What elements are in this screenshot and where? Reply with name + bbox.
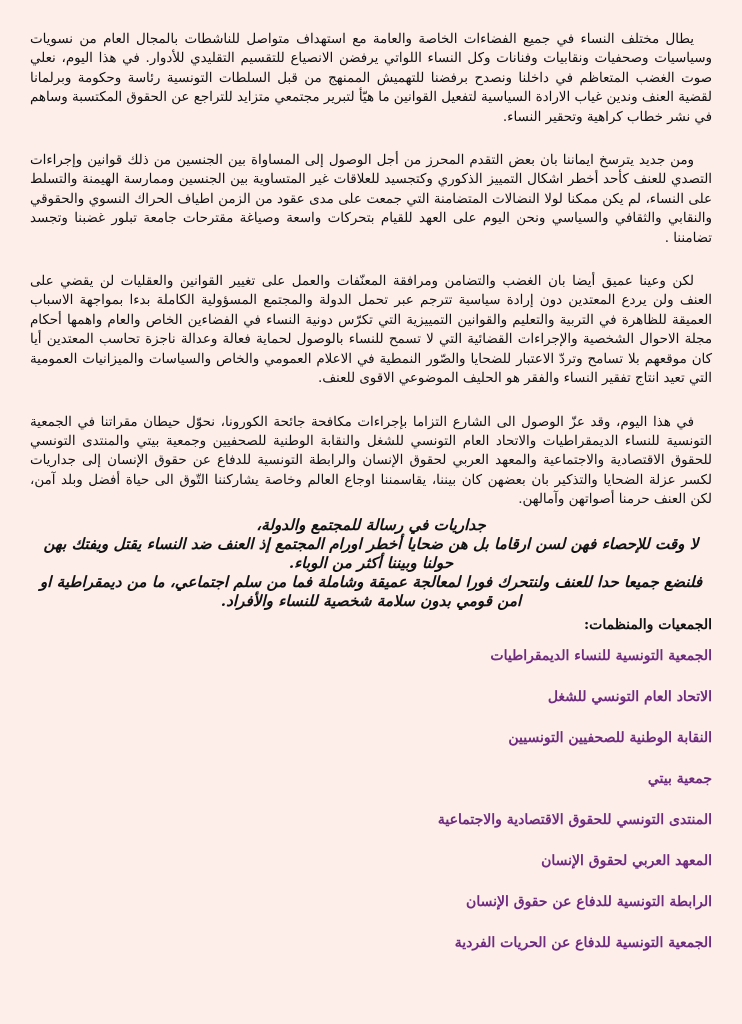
document-page <box>30 30 712 975</box>
organization-item: الجمعية التونسية للنساء الديمقراطيات <box>490 647 712 664</box>
organizations-title: الجمعيات والمنظمات: <box>583 616 712 633</box>
slogan-heading: جداريات في رسالة للمجتمع والدولة، <box>256 515 486 534</box>
organization-item: الجمعية التونسية للدفاع عن الحريات الفردية <box>454 934 712 951</box>
slogan-line-3: فلنضع جميعا حدا للعنف ولنتحرك فورا لمعالجة عميقة وشاملة فما من سلم اجتماعي، ما من ديمقراطية او امن قومي بدون سلامة شخصية للنساء والأفراد. <box>39 572 703 610</box>
slogans-block <box>30 516 712 611</box>
organization-item: المنتدى التونسي للحقوق الاقتصادية والاجتماعية <box>437 811 712 828</box>
slogan-line-2: لا وقت للإحصاء فهن لسن ارقاما بل هن ضحايا أخطر اورام المجتمع إذ العنف ضد النساء يقتل ويفتك بهن حولنا وبيننا أكثر من الوباء. <box>43 534 699 572</box>
paragraph-2: ومن جديد يترسخ ايماننا بان بعض التقدم المحرز من أجل الوصول إلى المساواة بين الجنسين من ذلك قوانين وإجراءات التصدي للعنف كأحد أخطر اشكال التمييز الذكوري وكتجسيد للعلاقات غير المتساوية بين الجنسين وممارسة الهيمنة والتسلط على النساء، لم يكن ممكنا لولا النضالات المتضامنة التي جمعت على مدى عقود من الزمن اطياف الحراك النسوي والحقوقي والنقابي والثقافي والسياسي ونحن اليوم على العهد للقيام بتحركات واسعة وصياغة مقترحات جامعة تبلور غضبنا وتجسد تضامننا . <box>30 153 712 246</box>
organization-item: جمعية بيتي <box>647 770 712 787</box>
organizations-list <box>30 647 712 952</box>
paragraph-4: في هذا اليوم، وقد عزّ الوصول الى الشارع التزاما بإجراءات مكافحة جائحة الكورونا، نحوّل حيطان مقراتنا في الجمعية التونسية للنساء الديمقراطيات والاتحاد العام التونسي للشغل والنقابة الوطنية للصحفيين وجمعية بيتي والمنتدى التونسي للحقوق الاقتصادية والاجتماعية والمعهد العربي لحقوق الإنسان والرابطة التونسية للدفاع عن حقوق الإنسان إلى جداريات لكسر عزلة الضحايا والتذكير بان بعضهن كان بيننا، يقاسمننا اوجاع العالم وخاصة يشاركننا التّوق الى حياة أفضل وبلد آمن، لكن العنف حرمنا أصواتهن وآمالهن. <box>30 414 712 508</box>
organization-item: المعهد العربي لحقوق الإنسان <box>541 852 712 869</box>
organization-item: النقابة الوطنية للصحفيين التونسيين <box>508 729 712 746</box>
paragraph-1: يطال مختلف النساء في جميع الفضاءات الخاصة والعامة مع استهداف متواصل للناشطات بالمجال العام من نسويات وسياسيات وصحفيات ونقابيات وفنانات وكل النساء اللواتي يرفضن الانصياع للتقسيم التقليدي للأدوار. في هذا اليوم، نعلي صوت الغضب المتعاظم في داخلنا ونصدح برفضنا للتهميش الممنهج من قبل السلطات التونسية رئاسة وحكومة وبرلمانا لقضية العنف وندين غياب الارادة السياسية لتفعيل القوانين ما هيّأ لتبرير مجتمعي متزايد للتراجع عن الحقوق المكتسبة وساهم في نشر خطاب كراهية وتحقير النساء. <box>30 32 712 125</box>
organization-item: الاتحاد العام التونسي للشغل <box>547 688 712 705</box>
paragraph-3: لكن وعينا عميق أيضا بان الغضب والتضامن ومرافقة المعنّفات والعمل على تغيير القوانين والعقليات لن يقضي على العنف ولن يردع المعتدين دون إرادة سياسية تترجم عبر تحمل الدولة والمجتمع المسؤولية الكاملة بدءا بمواجهة الاسباب العميقة للظاهرة في التربية والتعليم والقوانين التمييزية التي تكرّس دونية النساء في الفضاءين الخاص والعام واهمها أحكام مجلة الاحوال الشخصية والإجراءات القضائية التي لا تسمح للنساء بالوصول لحماية فعالة وعدالة ناجزة تحاسب المعتدين أيا كان موقعهم بلا تسامح وتردّ الاعتبار للضحايا والصّور النمطية في الاعلام العمومي والخاص والسياسات والميزانيات العمومية التي تعيد انتاج تفقير النساء والفقر هو الحليف الموضوعي الاقوى للعنف. <box>30 274 712 387</box>
organization-item: الرابطة التونسية للدفاع عن حقوق الإنسان <box>466 893 712 910</box>
